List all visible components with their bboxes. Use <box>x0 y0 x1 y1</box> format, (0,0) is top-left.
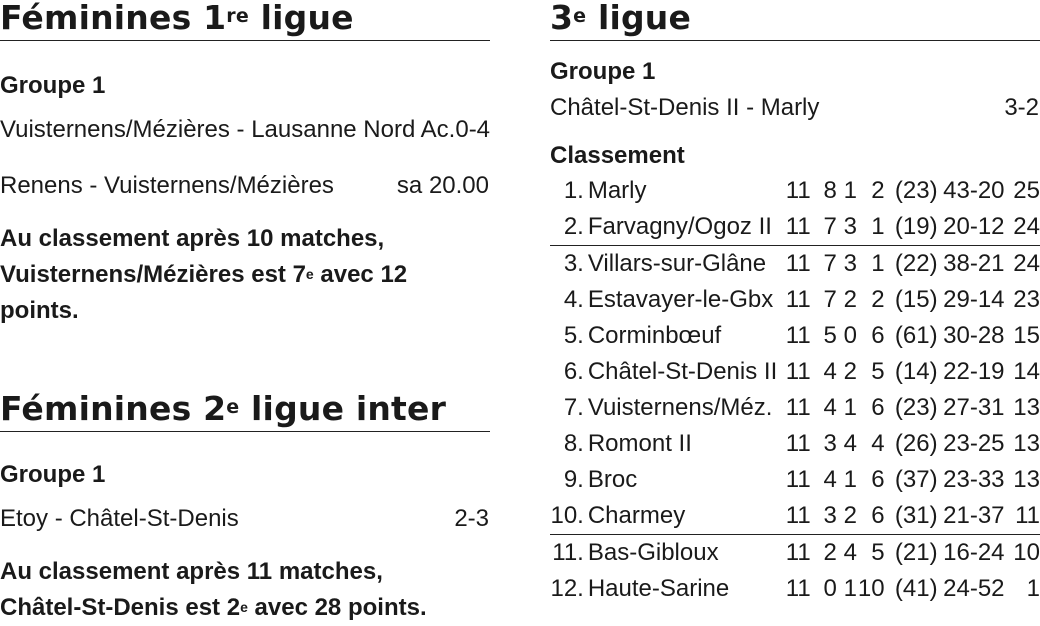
standing-wins: 8 <box>823 177 837 204</box>
standing-team: Charmey <box>588 498 777 535</box>
standing-wins: 4 <box>823 466 837 493</box>
standing-goals: 16-24 <box>943 539 1005 566</box>
standing-draws: 4 <box>843 430 857 457</box>
standing-goals: 24-52 <box>943 575 1005 602</box>
standing-wins: 5 <box>823 322 837 349</box>
group-label: Groupe 1 <box>0 72 106 99</box>
standing-position: 2. <box>550 209 588 246</box>
standing-draws: 2 <box>843 286 857 313</box>
standing-points: 23 <box>1013 286 1040 313</box>
standing-position: 11. <box>552 539 584 566</box>
standing-draws: 3 <box>843 250 857 277</box>
standing-draws: 0 <box>843 322 857 349</box>
left-column <box>0 0 490 626</box>
standing-penalty: (37) <box>894 466 938 493</box>
standing-team: Vuisternens/Méz. <box>587 394 773 421</box>
standing-position: 8. <box>563 430 584 457</box>
group-label: Groupe 1 <box>550 58 656 85</box>
match-score: 3-2 <box>1004 94 1039 121</box>
section-feminines-2e-ligue-inter <box>0 391 490 626</box>
standings-row <box>550 426 1040 462</box>
title-text: Féminines 1 <box>0 0 227 37</box>
standing-penalty: (23) <box>894 394 938 421</box>
standing-losses: 2 <box>871 286 885 313</box>
standings-row <box>550 535 1040 572</box>
section-title <box>0 0 490 36</box>
standings-row <box>550 390 1040 426</box>
standing-draws: 2 <box>837 498 857 535</box>
standing-team: Châtel-St-Denis II <box>587 358 778 385</box>
standings-row <box>550 498 1040 535</box>
standing-wins: 3 <box>823 430 837 457</box>
standing-played: 11 <box>785 322 811 349</box>
standings-row <box>550 173 1040 209</box>
standings-row <box>550 318 1040 354</box>
note-line-end: avec 12 points. <box>0 261 408 324</box>
standings-row <box>550 282 1040 318</box>
standing-goals: 22-19 <box>943 358 1005 385</box>
standing-position: 10. <box>550 498 588 535</box>
standing-team: Villars-sur-Glâne <box>587 250 767 277</box>
standing-wins: 2 <box>823 539 837 566</box>
note-line-end: avec 28 points. <box>247 594 427 621</box>
standing-draws: 2 <box>843 358 857 385</box>
standing-points: 24 <box>1005 209 1040 246</box>
standing-goals: 21-37 <box>938 498 1005 535</box>
standing-team: Bas-Gibloux <box>587 539 719 566</box>
match-name: Vuisternens/Mézières - Lausanne Nord Ac. <box>0 116 456 143</box>
standings-row <box>550 462 1040 498</box>
standing-penalty: (61) <box>894 322 938 349</box>
title-superscript: e <box>573 5 587 27</box>
standing-team: Corminbœuf <box>587 322 722 349</box>
standing-points: 24 <box>1013 250 1040 277</box>
result-row <box>0 171 490 201</box>
standing-goals: 30-28 <box>943 322 1005 349</box>
title-text-end: ligue <box>248 0 354 37</box>
match-score: 0-4 <box>455 116 491 143</box>
standing-position: 1. <box>563 177 584 204</box>
title-text-end: ligue inter <box>239 389 447 428</box>
title-text: 3 <box>550 0 574 37</box>
match-name: Renens - Vuisternens/Mézières <box>0 172 334 199</box>
standing-wins: 7 <box>823 286 837 313</box>
standing-penalty: (31) <box>885 498 938 535</box>
standing-goals: 27-31 <box>943 394 1005 421</box>
standing-position: 5. <box>563 322 584 349</box>
standing-losses: 1 <box>857 209 885 246</box>
standing-goals: 29-14 <box>943 286 1005 313</box>
standing-position: 9. <box>563 466 584 493</box>
standing-played: 11 <box>777 209 810 246</box>
standing-draws: 3 <box>837 209 857 246</box>
title-superscript: re <box>226 5 249 27</box>
standing-position: 7. <box>563 394 584 421</box>
standing-losses: 5 <box>871 539 885 566</box>
result-row <box>550 93 1040 123</box>
standing-points: 10 <box>1013 539 1040 566</box>
standing-draws: 1 <box>843 575 857 602</box>
standing-played: 11 <box>785 394 811 421</box>
standing-team: Estavayer-le-Gbx <box>587 286 774 313</box>
standing-note <box>0 554 490 626</box>
standing-losses: 1 <box>871 250 885 277</box>
standing-goals: 23-33 <box>943 466 1005 493</box>
standing-points: 13 <box>1013 466 1040 493</box>
standing-position: 3. <box>563 250 584 277</box>
standing-points: 1 <box>1026 575 1040 602</box>
standing-penalty: (26) <box>894 430 938 457</box>
standing-played: 11 <box>785 286 811 313</box>
standing-penalty: (41) <box>894 575 938 602</box>
standing-draws: 4 <box>843 539 857 566</box>
title-rule <box>550 40 1040 41</box>
standing-losses: 10 <box>857 575 885 602</box>
standing-played: 11 <box>785 575 811 602</box>
standing-penalty: (22) <box>894 250 938 277</box>
title-rule <box>0 431 490 432</box>
right-column <box>550 0 1040 607</box>
standings-table <box>550 173 1040 607</box>
standing-goals: 23-25 <box>943 430 1005 457</box>
standing-draws: 1 <box>843 177 857 204</box>
match-name: Etoy - Châtel-St-Denis <box>0 505 239 532</box>
title-rule <box>0 40 490 41</box>
standing-losses: 6 <box>871 394 885 421</box>
standing-penalty: (19) <box>885 209 938 246</box>
standings-row <box>550 246 1040 283</box>
standing-penalty: (21) <box>894 539 938 566</box>
standing-losses: 5 <box>871 358 885 385</box>
standing-team: Haute-Sarine <box>587 575 730 602</box>
group-label: Groupe 1 <box>0 461 106 488</box>
standing-penalty: (15) <box>894 286 938 313</box>
standing-position: 6. <box>563 358 584 385</box>
title-superscript: e <box>226 396 240 418</box>
standing-goals: 38-21 <box>943 250 1005 277</box>
standing-points: 13 <box>1013 394 1040 421</box>
note-line: Au classement après 10 matches, <box>0 225 385 252</box>
standing-wins: 4 <box>823 358 837 385</box>
standing-played: 11 <box>785 539 811 566</box>
standing-draws: 1 <box>843 466 857 493</box>
section-feminines-1re-ligue <box>0 0 490 329</box>
section-title <box>550 0 1040 36</box>
result-row <box>0 504 490 534</box>
standings-row <box>550 354 1040 390</box>
standing-team: Romont II <box>587 430 692 457</box>
match-name: Châtel-St-Denis II - Marly <box>550 94 820 121</box>
standing-note <box>0 221 490 329</box>
standing-points: 15 <box>1013 322 1040 349</box>
section-title <box>0 391 490 427</box>
standing-draws: 1 <box>843 394 857 421</box>
standing-points: 13 <box>1013 430 1040 457</box>
result-row <box>0 115 490 145</box>
standing-losses: 6 <box>857 498 885 535</box>
standing-team: Marly <box>587 177 647 204</box>
title-text: Féminines 2 <box>0 389 227 428</box>
standing-goals: 43-20 <box>943 177 1005 204</box>
standings-row <box>550 571 1040 607</box>
standing-wins: 3 <box>811 498 837 535</box>
standing-points: 25 <box>1013 177 1040 204</box>
standing-goals: 20-12 <box>938 209 1005 246</box>
standing-played: 11 <box>785 250 811 277</box>
standing-played: 11 <box>777 498 810 535</box>
match-score: sa 20.00 <box>396 172 489 199</box>
standing-wins: 4 <box>823 394 837 421</box>
note-superscript: e <box>305 266 314 282</box>
note-line: Vuisternens/Mézières est 7 <box>0 261 306 288</box>
standing-losses: 6 <box>871 322 885 349</box>
note-superscript: e <box>240 599 248 615</box>
standing-played: 11 <box>785 430 811 457</box>
standing-wins: 7 <box>811 209 837 246</box>
standing-position: 12. <box>550 575 584 602</box>
title-text-end: ligue <box>586 0 692 37</box>
standing-wins: 0 <box>823 575 837 602</box>
standing-played: 11 <box>785 466 811 493</box>
standing-penalty: (14) <box>894 358 938 385</box>
standing-penalty: (23) <box>894 177 938 204</box>
standing-points: 11 <box>1005 498 1040 535</box>
note-line: Au classement après 11 matches, <box>0 558 383 585</box>
match-score: 2-3 <box>454 505 489 532</box>
standing-losses: 6 <box>871 466 885 493</box>
standing-played: 11 <box>785 177 811 204</box>
standing-wins: 7 <box>823 250 837 277</box>
standing-played: 11 <box>785 358 811 385</box>
standing-team: Farvagny/Ogoz II <box>588 209 777 246</box>
standing-losses: 2 <box>871 177 885 204</box>
standing-losses: 4 <box>871 430 885 457</box>
standing-team: Broc <box>587 466 638 493</box>
standings-label: Classement <box>550 142 685 169</box>
standing-position: 4. <box>563 286 584 313</box>
standings-row <box>550 209 1040 246</box>
note-line: Châtel-St-Denis est 2 <box>0 594 241 621</box>
standing-points: 14 <box>1013 358 1040 385</box>
